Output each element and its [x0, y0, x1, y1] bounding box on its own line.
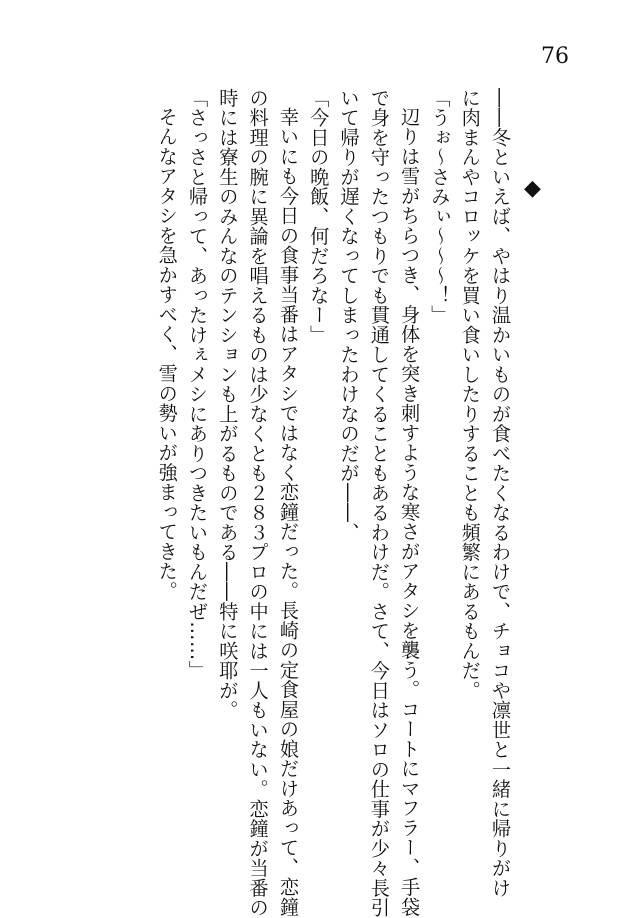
text-line: で身を守ったつもりでも貫通してくることもあるわけだ。さて、今日はソロの仕事が少々長引	[367, 88, 391, 918]
text-line: 幸いにも今日の食事当番はアタシではなく恋鐘だった。長崎の定食屋の娘だけあって、恋鐘	[276, 107, 300, 917]
text-line: いて帰りが遅くなってしまったわけなのだが――、	[337, 88, 361, 543]
text-line: に肉まんやコロッケを買い食いしたりすることも頻繁にあるもんだ。	[458, 88, 482, 701]
text-line: の料理の腕に異論を唱えるものは少なくとも２８３プロの中には一人もいない。恋鐘が当番の	[246, 88, 270, 918]
section-marker-diamond-icon: ◆	[524, 176, 541, 201]
text-line: 「うぉ～さみぃ～～～！」	[428, 88, 452, 325]
text-line: そんなアタシを急かすべく、雪の勢いが強まってきた。	[155, 107, 179, 601]
text-line: 「さっさと帰って、あったけぇメシにありつきたいもんだぜ……」	[186, 88, 210, 681]
text-line: 時には寮生のみんなのテンションも上がるものである――特に咲耶が。	[216, 88, 240, 720]
text-line: ――冬といえば、やはり温かいものが食べたくなるわけで、チョコや凛世と一緒に帰りがけ	[489, 88, 512, 898]
page-number: 76	[541, 44, 569, 69]
text-line: 「今日の晩飯、何だろなー」	[307, 88, 331, 345]
vertical-text-body	[151, 88, 515, 918]
text-line: 辺りは雪がちらつき、身体を突き刺すような寒さがアタシを襲う。コートにマフラー、手袋	[398, 107, 422, 917]
